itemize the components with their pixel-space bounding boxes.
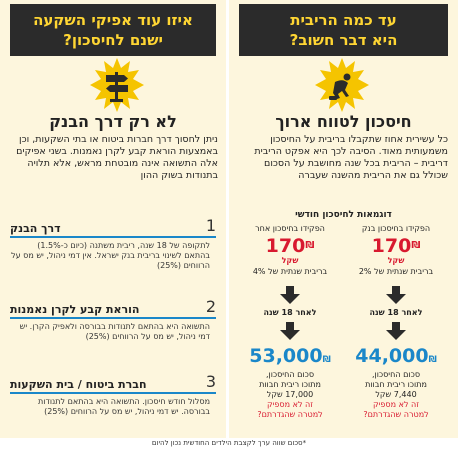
bank-note-1: סכום החיסכון,: [371, 370, 421, 379]
other-rate: בריבית שנתית של 4%: [252, 267, 328, 276]
list-item-number: 1: [205, 216, 216, 235]
list-item-title: דרך הבנק: [10, 222, 61, 235]
list-item: [10, 297, 216, 342]
other-note-2: מתוכו ריבית חבוות: [259, 380, 321, 389]
person-bending-icon: [315, 58, 369, 112]
bank-after-years: לאחר 18 שנה: [369, 308, 423, 317]
list-item-title: הוראת קבע לקרן נאמנות: [10, 303, 140, 316]
list-item-body: התשואה היא בהתאם לתנודות בבורסה ולאפיק הקרן. יש דמי ניהול, יש מס על הרווחים (25%): [19, 322, 210, 341]
left-paragraph: ניתן לחסוך דרך חברות ביטוח או בתי השקעות, וכן באמצעות הוראת קבע לקרן נאמנות. בשני אפיקים אלה התשואה אינה מובטחת מראש, אלא תלויה בתנודות בשוק ההון: [16, 134, 218, 181]
bank-column: [346, 224, 446, 277]
other-result: 53,000₪: [249, 345, 331, 367]
bank-amount: 170₪: [371, 235, 421, 257]
down-arrow-icon: [280, 322, 300, 340]
other-amount-unit: שקל: [281, 256, 299, 265]
bank-amount-unit: שקל: [387, 256, 405, 265]
signpost-icon: [90, 58, 144, 112]
footnote: *סכום שווה ערך לקצבת הילדים החודשית נכון להיום: [151, 439, 307, 447]
other-result-block: [240, 346, 340, 420]
list-item-number: 3: [205, 372, 216, 391]
other-amount: 170₪: [265, 235, 315, 257]
list-item-header: [10, 297, 216, 319]
list-item-number: 2: [205, 297, 216, 316]
down-arrow-icon: [386, 286, 406, 304]
bank-note-2: מתוכו ריבית חבוות: [365, 380, 427, 389]
bank-red-note-2: למטרה שהגדרתם?: [363, 410, 429, 419]
other-after-years: לאחר 18 שנה: [263, 308, 317, 317]
examples-header: דוגמאות לחיסכון חודשי: [295, 210, 392, 220]
bank-result-block: [346, 346, 446, 420]
bank-result: 44,000₪: [355, 345, 437, 367]
list-item-body: מסלול חודש חיסכון. התשואה היא בהתאם לתנודות בבורסה. יש דמי ניהול, יש מס על הרווחים (25%): [38, 397, 210, 416]
list-item-title: חברת ביטוח / בית השקעות: [10, 378, 147, 391]
bank-deposit-label: הפקידו בחיסכון בנק: [361, 224, 431, 233]
bank-note-3: 7,440 שקל: [375, 390, 417, 399]
right-banner: [239, 4, 448, 56]
list-item: [10, 372, 216, 417]
down-arrow-icon: [386, 322, 406, 340]
other-deposit-label: הפקידו בחיסכון אחר: [255, 224, 325, 233]
other-red-note-2: למטרה שהגדרתם?: [257, 410, 323, 419]
left-banner-line1: איזו עוד אפיקי השקעה: [33, 11, 193, 29]
down-arrow-icon: [280, 286, 300, 304]
list-item-header: [10, 372, 216, 394]
bank-rate: בריבית שנתית של 2%: [358, 267, 434, 276]
right-title: חיסכון לטווח ארוך: [275, 112, 412, 131]
other-note-1: סכום החיסכון,: [265, 370, 315, 379]
right-banner-line1: עד כמה הריבית: [290, 11, 397, 29]
list-item-body: לתקופה של 18 שנה, ריבית משתנה (כיום כ-1.5%) בהתאם לשינוי בריבית בנק ישראל. אין דמי ניהול, יש מס על הרווחים (25%): [11, 241, 210, 270]
bank-red-note-1: זה לא מספיק: [372, 400, 420, 409]
right-banner-line2: היא דבר חשוב?: [289, 31, 398, 49]
right-paragraph: כל עשירית אחוז שתקבלו בריבית על החיסכון משמעותית מאוד. הסיבה לכך היא אפקט הריבית דריבית – הריבית בכל שנה מחושבת על הסכום שכולל גם את הריבית מהשנה שעברה: [254, 134, 448, 181]
other-red-note-1: זה לא מספיק: [266, 400, 314, 409]
left-banner-line2: ישנם לחיסכון?: [63, 31, 163, 49]
list-item: [10, 216, 216, 271]
other-column: [240, 224, 340, 277]
list-item-header: [10, 216, 216, 238]
other-note-3: 17,000 שקל: [266, 390, 314, 399]
left-banner: [10, 4, 216, 56]
left-title: לא רק דרך הבנק: [49, 112, 177, 131]
